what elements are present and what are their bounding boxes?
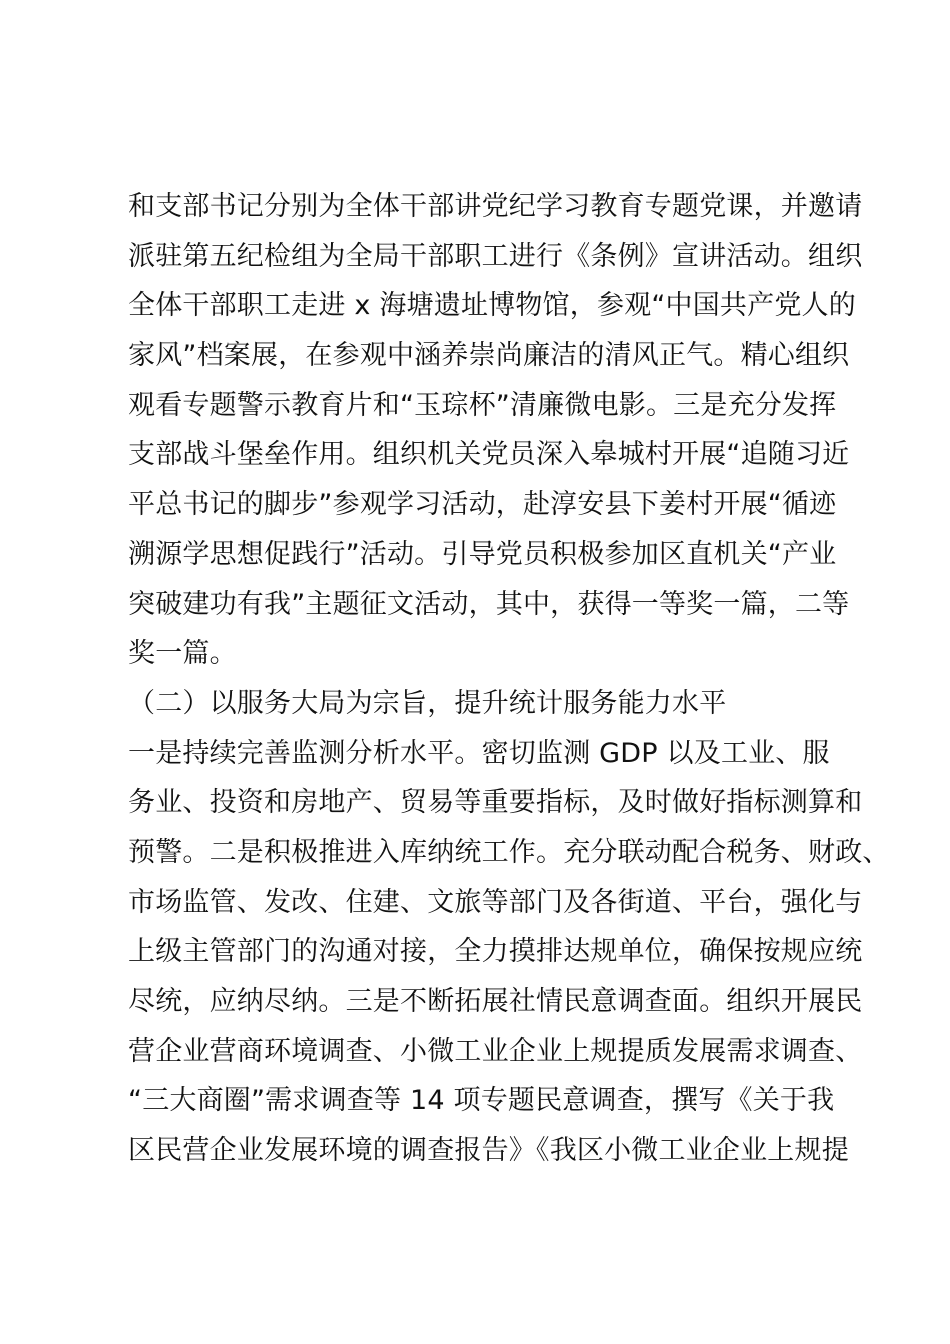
text-line-2: 派驻第五纪检组为全局干部职工进行《条例》宣讲活动。组织	[128, 240, 863, 272]
text-line-19: “三大商圈”需求调查等 14 项专题民意调查，撰写《关于我	[128, 1085, 835, 1117]
text-line-10: 奖一篇。	[128, 638, 237, 670]
text-line-9: 突破建功有我”主题征文活动，其中，获得一等奖一篇，二等	[128, 588, 850, 620]
text-line-7: 平总书记的脚步”参观学习活动，赴淳安县下姜村开展“循迹	[128, 489, 837, 521]
text-line-12: 一是持续完善监测分析水平。密切监测 GDP 以及工业、服	[128, 737, 830, 769]
text-line-15: 市场监管、发改、住建、文旅等部门及各街道、平台，强化与	[128, 886, 863, 918]
text-line-3: 全体干部职工走进 x 海塘遗址博物馆，参观“中国共产党人的	[128, 290, 856, 322]
text-line-13: 务业、投资和房地产、贸易等重要指标，及时做好指标测算和	[128, 787, 863, 819]
text-line-8: 溯源学思想促践行”活动。引导党员积极参加区直机关“产业	[128, 538, 837, 570]
text-line-18: 营企业营商环境调查、小微工业企业上规提质发展需求调查、	[128, 1035, 863, 1067]
text-line-17: 尽统，应纳尽纳。三是不断拓展社情民意调查面。组织开展民	[128, 986, 863, 1017]
document-body	[128, 182, 890, 1176]
text-line-1: 和支部书记分别为全体干部讲党纪学习教育专题党课，并邀请	[128, 191, 863, 222]
section-heading: （二）以服务大局为宗旨，提升统计服务能力水平	[128, 687, 727, 719]
text-line-5: 观看专题警示教育片和“玉琮杯”清廉微电影。三是充分发挥	[128, 389, 837, 421]
text-line-6: 支部战斗堡垒作用。组织机关党员深入皋城村开展“追随习近	[128, 439, 850, 471]
text-line-16: 上级主管部门的沟通对接，全力摸排达规单位，确保按规应统	[128, 936, 863, 968]
text-line-20: 区民营企业发展环境的调查报告》《我区小微工业企业上规提	[128, 1135, 849, 1167]
text-line-4: 家风”档案展，在参观中涵养崇尚廉洁的清风正气。精心组织	[128, 340, 850, 372]
text-line-14: 预警。二是积极推进入库纳统工作。充分联动配合税务、财政、	[128, 836, 890, 868]
